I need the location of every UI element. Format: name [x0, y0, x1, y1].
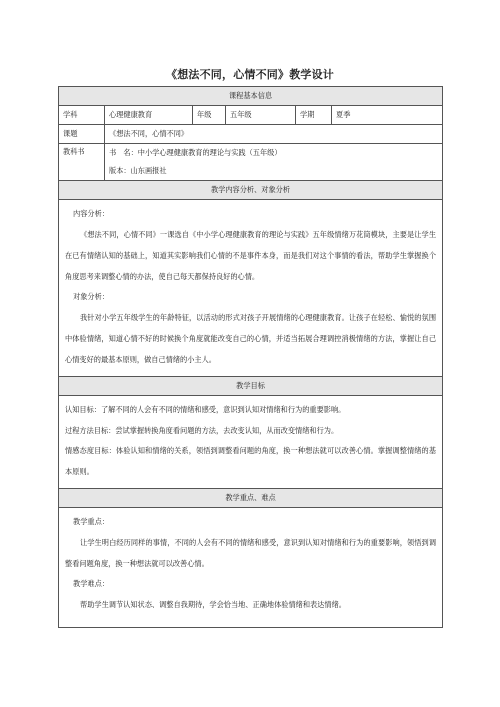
cognitive-goal: 认知目标：了解不同的人会有不同的情绪和感受，意识到认知对情绪和行为的重要影响。 — [65, 405, 346, 414]
grade-label: 年级 — [193, 106, 226, 125]
term-label: 学期 — [296, 106, 332, 125]
process-goal: 过程方法目标：尝试掌握转换角度看问题的方法，去改变认知，从而改变情绪和行为。 — [65, 425, 339, 435]
basic-info-header: 课程基本信息 — [59, 87, 443, 106]
keypoints-row — [59, 508, 443, 628]
difficulty-text: 帮助学生调节认知状态、调整自我期待，学会恰当地、正确地体验情绪和表达情绪。 — [80, 600, 346, 609]
basic-info-header-row — [59, 87, 443, 106]
object-analysis-text: 我针对小学五年级学生的年龄特征，以活动的形式对孩子开展情绪的心理健康教育。让孩子在轻松、愉悦的氛围中体验情绪，知道心情不好的时候换个角度就能改变自己的心情，并适当拓展合理调控消极情绪的方法，掌握让自己心情变好的最基本原则，做自己情绪的小主人。 — [65, 313, 437, 364]
content-analysis-label: 内容分析： — [73, 209, 109, 218]
topic-label: 课题 — [59, 125, 105, 144]
grade-value: 五年级 — [226, 106, 296, 125]
object-analysis-label: 对象分析： — [73, 292, 109, 301]
lesson-plan-table — [58, 86, 443, 628]
analysis-row — [59, 200, 443, 377]
subject-value: 心理健康教育 — [105, 106, 193, 125]
textbook-edition: 版本：山东画报社 — [105, 162, 443, 181]
textbook-row — [59, 144, 443, 163]
textbook-name: 书 名：中小学心理健康教育的理论与实践（五年级） — [105, 144, 443, 163]
subject-label: 学科 — [59, 106, 105, 125]
analysis-section — [59, 200, 443, 377]
focus-label: 教学重点： — [73, 517, 109, 526]
document-title: 《想法不同，心情不同》教学设计 — [166, 68, 334, 81]
emotion-goal: 情感态度目标：体验认知和情绪的关系，领悟到调整看问题的角度，换一种想法就可以改善心情。掌握调整情绪的基本原则。 — [65, 446, 437, 476]
term-value: 夏季 — [332, 106, 443, 125]
goals-header: 教学目标 — [59, 377, 443, 396]
content-analysis-text: 《想法不同，心情不同》一课选自《中小学心理健康教育的理论与实践》五年级情绪万花筒模块，主要是让学生在已有情绪认知的基础上，知道其实影响我们心情的不是事件本身，而是我们对这个事情的看法，帮助学生掌握换个角度思考来调整心情的办法，使自己每天都保持良好的心情。 — [65, 230, 437, 281]
keypoints-header: 教学重点、难点 — [59, 489, 443, 508]
textbook-label: 教科书 — [59, 144, 105, 181]
goals-section — [59, 396, 443, 489]
keypoints-section — [59, 508, 443, 628]
focus-text: 让学生明白经历同样的事情，不同的人会有不同的情绪和感受，意识到认知对情绪和行为的重要影响，领悟到调整看问题角度，换一种想法就可以改善心情。 — [65, 538, 437, 568]
analysis-header: 教学内容分析、对象分析 — [59, 181, 443, 200]
keypoints-header-row — [59, 489, 443, 508]
goals-row — [59, 396, 443, 489]
analysis-header-row — [59, 181, 443, 200]
subject-row — [59, 106, 443, 125]
textbook-edition-row — [59, 162, 443, 181]
goals-header-row — [59, 377, 443, 396]
difficulty-label: 教学难点： — [73, 579, 109, 588]
topic-row — [59, 125, 443, 144]
topic-value: 《想法不同，心情不同》 — [105, 125, 443, 144]
